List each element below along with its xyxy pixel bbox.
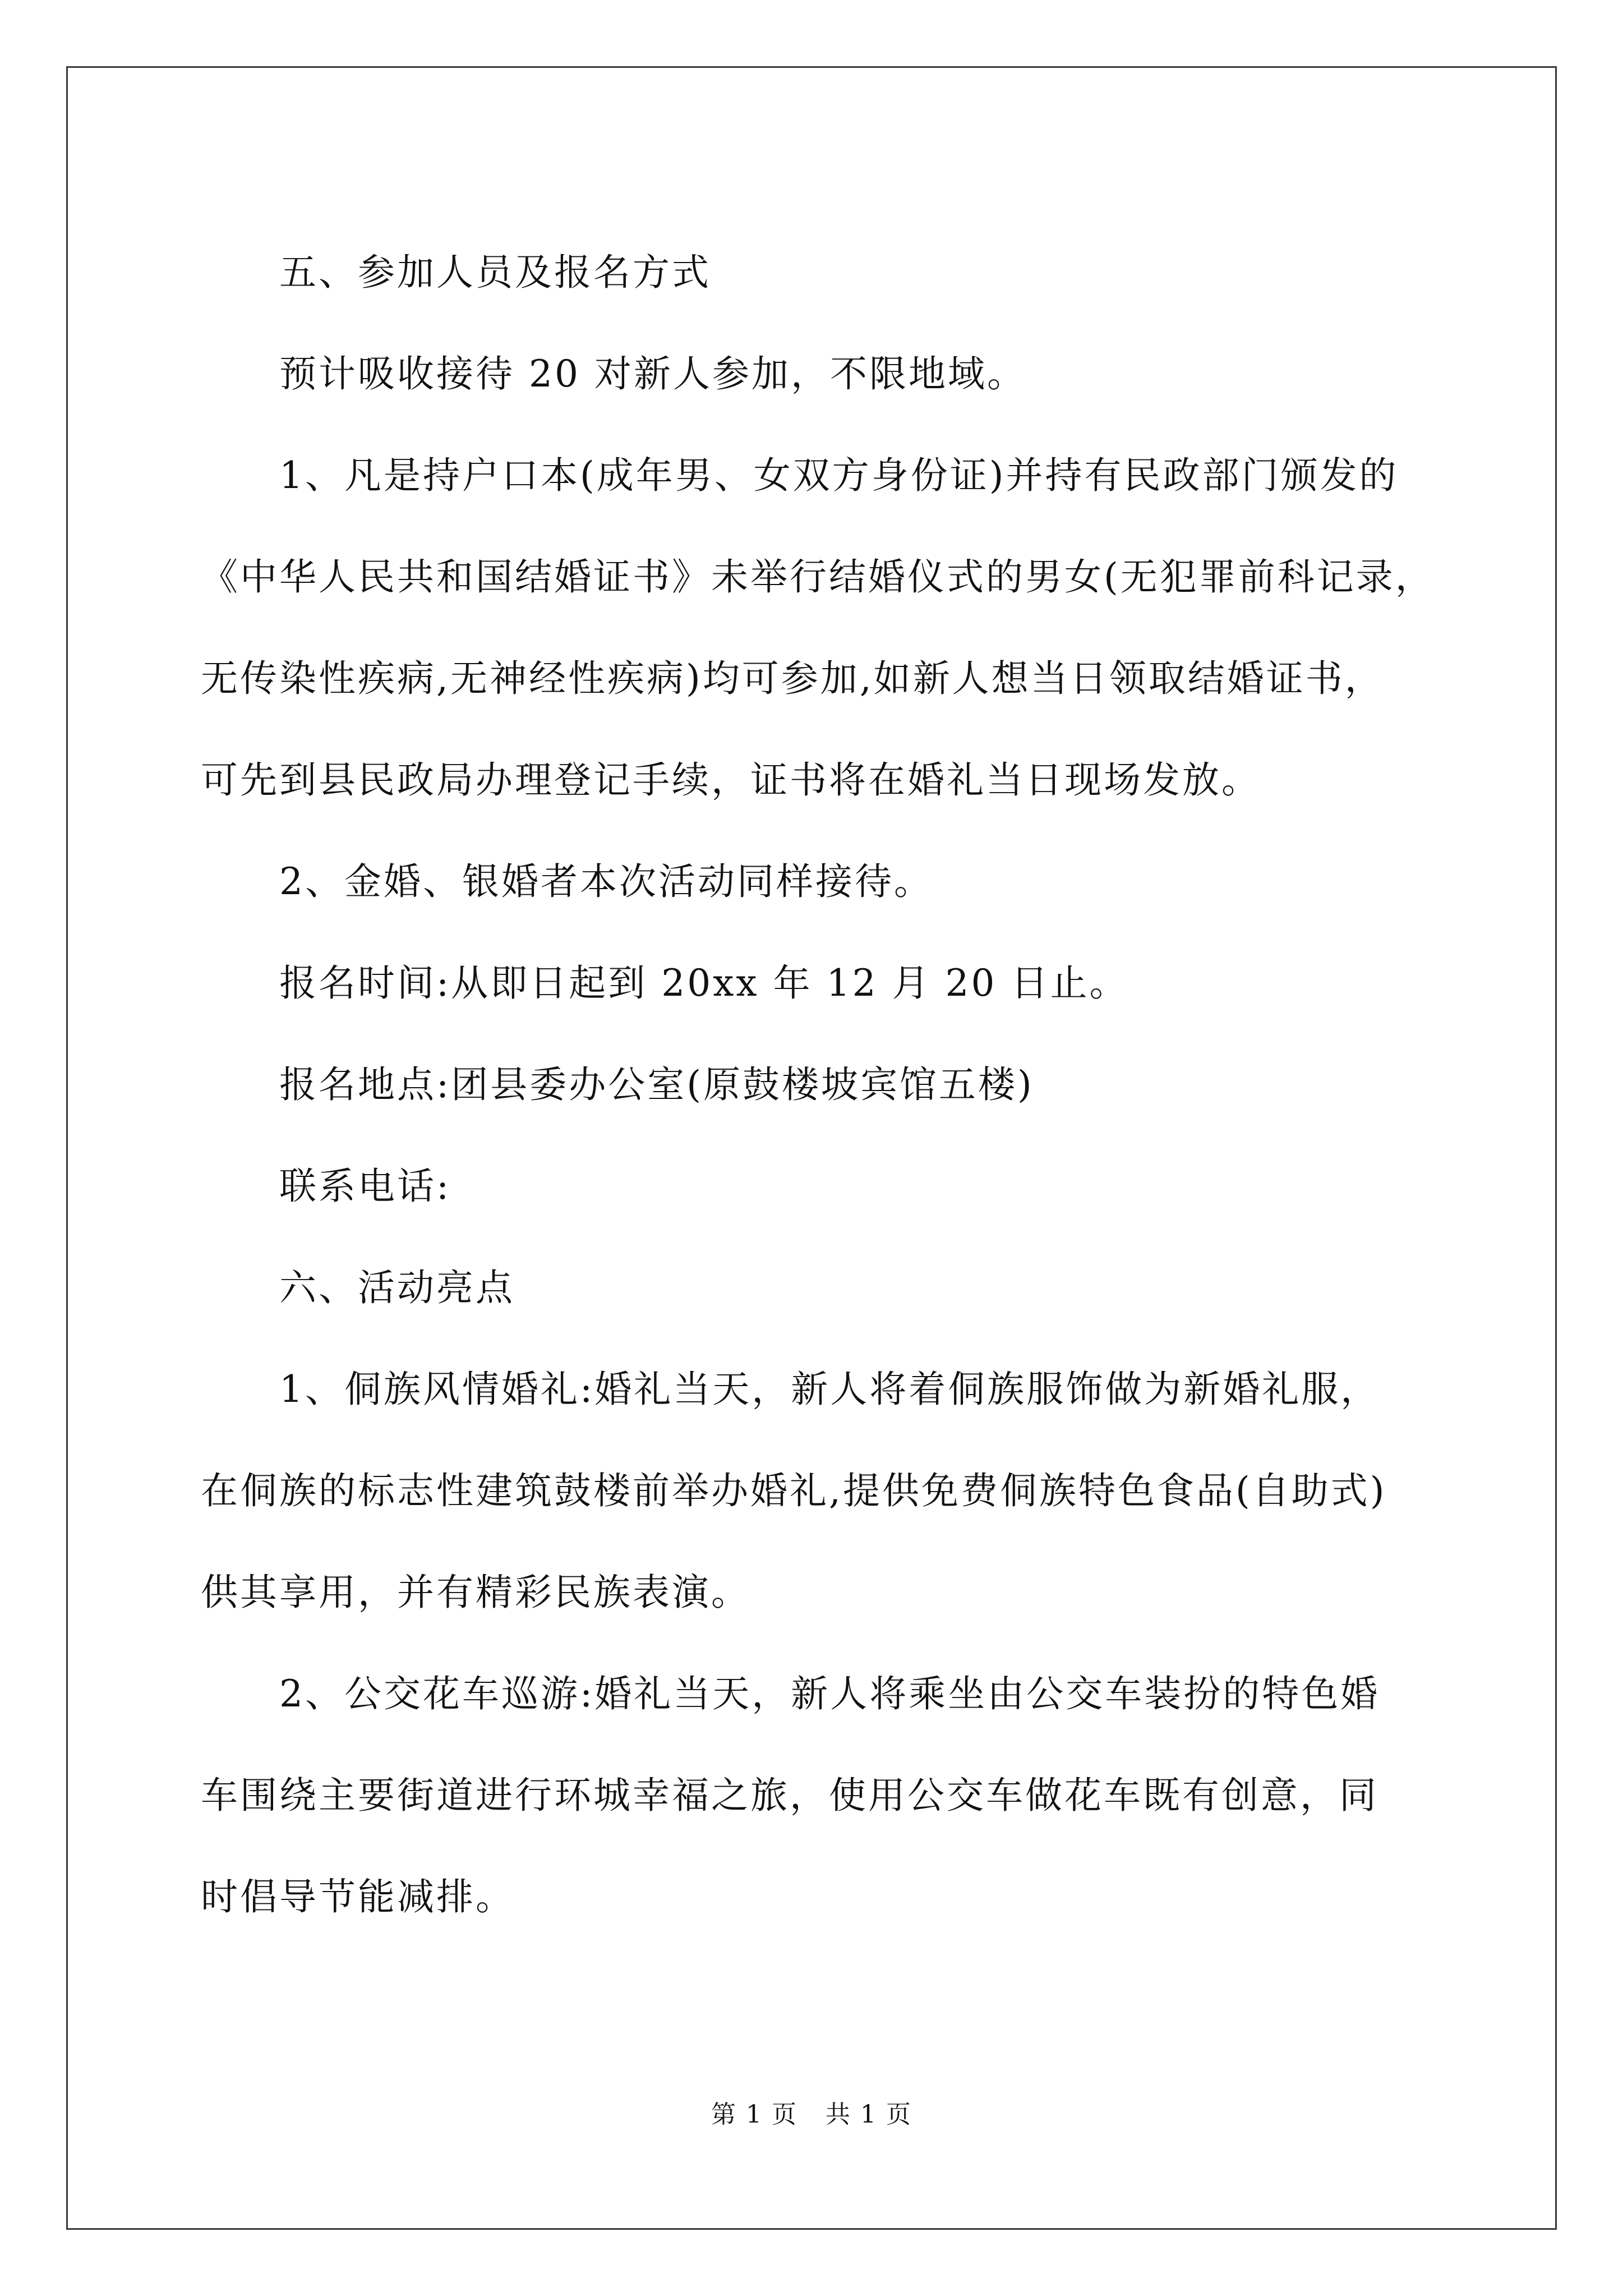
paragraph-line: 车围绕主要街道进行环城幸福之旅，使用公交车做花车既有创意，同 [201,1774,1378,1817]
paragraph-line: 在侗族的标志性建筑鼓楼前举办婚礼,提供免费侗族特色食品(自助式) [201,1469,1387,1512]
paragraph-line: 联系电话: [279,1165,451,1208]
paragraph-line: 可先到县民政局办理登记手续，证书将在婚礼当日现场发放。 [201,758,1261,802]
section-heading-participants: 五、参加人员及报名方式 [279,251,711,294]
paragraph-line: 1、凡是持户口本(成年男、女双方身份证)并持有民政部门颁发的 [279,454,1399,497]
paragraph-line: 无传染性疾病,无神经性疾病)均可参加,如新人想当日领取结婚证书， [201,657,1384,700]
paragraph-line: 1、侗族风情婚礼:婚礼当天，新人将着侗族服饰做为新婚礼服， [279,1368,1380,1411]
page-total: 共 1 页 [826,2100,912,2129]
paragraph-line: 报名时间:从即日起到 20xx 年 12 月 20 日止。 [279,961,1129,1005]
paragraph-line: 时倡导节能减排。 [201,1875,515,1918]
page-number: 第 1 页 [711,2100,797,2129]
paragraph-line: 供其享用，并有精彩民族表演。 [201,1571,750,1614]
paragraph-line: 《中华人民共和国结婚证书》未举行结婚仪式的男女(无犯罪前科记录， [201,555,1435,599]
page-footer [0,2098,1623,2132]
paragraph-line: 2、公交花车巡游:婚礼当天，新人将乘坐由公交车装扮的特色婚 [279,1672,1380,1715]
paragraph-line: 报名地点:团县委办公室(原鼓楼坡宾馆五楼) [279,1063,1034,1106]
paragraph-line: 2、金婚、银婚者本次活动同样接待。 [279,860,933,903]
section-heading-highlights: 六、活动亮点 [279,1266,515,1309]
paragraph-line: 预计吸收接待 20 对新人参加，不限地域。 [279,352,1026,395]
document-body [201,222,1435,1948]
